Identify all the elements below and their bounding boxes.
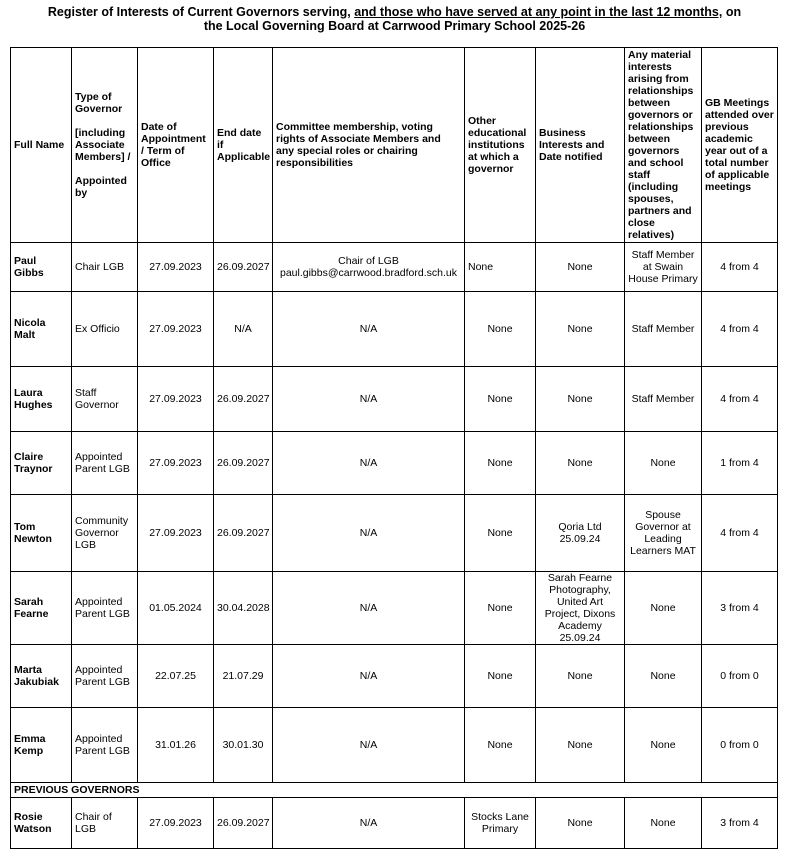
table-row <box>11 645 778 708</box>
governor-name: Laura Hughes <box>11 367 72 432</box>
material-interests: None <box>625 708 702 783</box>
table-row <box>11 432 778 495</box>
business-interests: None <box>536 645 625 708</box>
meetings-attended: 3 from 4 <box>702 798 778 849</box>
header-type-l2: [including Associate Members] / <box>75 127 131 163</box>
other-institutions: None <box>465 495 536 572</box>
material-interests: None <box>625 572 702 645</box>
page-title <box>8 5 781 33</box>
table-row <box>11 292 778 367</box>
header-business: Business Interests and Date notified <box>536 48 625 243</box>
section-heading-row <box>11 783 778 798</box>
table-row <box>11 708 778 783</box>
business-interests: None <box>536 798 625 849</box>
material-interests: Spouse Governor at Leading Learners MAT <box>625 495 702 572</box>
material-interests: Staff Member <box>625 367 702 432</box>
other-institutions: None <box>465 367 536 432</box>
end-date: 30.04.2028 <box>214 572 273 645</box>
governor-type: Appointed Parent LGB <box>72 645 138 708</box>
header-material: Any material interests arising from relationships between governors or relationships between governors and school staff (including spouses, partners and close relatives) <box>625 48 702 243</box>
committee-cell <box>273 243 465 292</box>
end-date: N/A <box>214 292 273 367</box>
governor-type: Ex Officio <box>72 292 138 367</box>
governor-name: Rosie Watson <box>11 798 72 849</box>
meetings-attended: 4 from 4 <box>702 292 778 367</box>
material-interests: Staff Member <box>625 292 702 367</box>
other-institutions: Stocks Lane Primary <box>465 798 536 849</box>
end-date: 26.09.2027 <box>214 243 273 292</box>
title-underlined: and those who have served at any point in the last 12 months, <box>354 5 723 19</box>
governor-name: Emma Kemp <box>11 708 72 783</box>
governor-name: Nicola Malt <box>11 292 72 367</box>
end-date: 21.07.29 <box>214 645 273 708</box>
committee-email: paul.gibbs@carrwood.bradford.sch.uk <box>279 267 457 279</box>
other-institutions: None <box>465 432 536 495</box>
other-institutions: None <box>465 572 536 645</box>
meetings-attended: 4 from 4 <box>702 495 778 572</box>
header-meetings: GB Meetings attended over previous academic year out of a total number of applicable meetings <box>702 48 778 243</box>
committee-cell: N/A <box>273 495 465 572</box>
material-interests: None <box>625 645 702 708</box>
header-committee-l1: Committee membership, voting rights of Associate Members and <box>276 121 441 145</box>
committee-cell: N/A <box>273 798 465 849</box>
appointment-date: 27.09.2023 <box>138 432 214 495</box>
committee-cell: N/A <box>273 367 465 432</box>
meetings-attended: 1 from 4 <box>702 432 778 495</box>
committee-cell: N/A <box>273 432 465 495</box>
committee-cell: N/A <box>273 645 465 708</box>
meetings-attended: 4 from 4 <box>702 243 778 292</box>
business-interests: None <box>536 367 625 432</box>
appointment-date: 22.07.25 <box>138 645 214 708</box>
appointment-date: 01.05.2024 <box>138 572 214 645</box>
title-line2: the Local Governing Board at Carrwood Primary School 2025-26 <box>203 19 586 33</box>
title-part2: on <box>722 5 742 19</box>
meetings-attended: 0 from 0 <box>702 645 778 708</box>
business-interests: Qoria Ltd 25.09.24 <box>536 495 625 572</box>
committee-cell: N/A <box>273 292 465 367</box>
governor-name: Sarah Fearne <box>11 572 72 645</box>
header-row <box>11 48 778 243</box>
governor-type: Staff Governor <box>72 367 138 432</box>
meetings-attended: 3 from 4 <box>702 572 778 645</box>
header-type <box>72 48 138 243</box>
header-end-date: End date if Applicable <box>214 48 273 243</box>
material-interests: None <box>625 432 702 495</box>
end-date: 26.09.2027 <box>214 432 273 495</box>
header-committee <box>273 48 465 243</box>
end-date: 26.09.2027 <box>214 495 273 572</box>
business-interests: None <box>536 243 625 292</box>
previous-governors-heading: PREVIOUS GOVERNORS <box>11 783 778 798</box>
appointment-date: 27.09.2023 <box>138 367 214 432</box>
header-other-institutions: Other educational institutions at which a governor <box>465 48 536 243</box>
table-row <box>11 367 778 432</box>
other-institutions: None <box>465 243 536 292</box>
end-date: 26.09.2027 <box>214 798 273 849</box>
committee-cell: N/A <box>273 708 465 783</box>
business-interests: None <box>536 708 625 783</box>
meetings-attended: 4 from 4 <box>702 367 778 432</box>
business-interests: None <box>536 292 625 367</box>
governor-name: Claire Traynor <box>11 432 72 495</box>
table-row <box>11 243 778 292</box>
table-row <box>11 495 778 572</box>
table-row <box>11 798 778 849</box>
header-type-l3: Appointed by <box>75 175 127 199</box>
table-row <box>11 572 778 645</box>
end-date: 30.01.30 <box>214 708 273 783</box>
governor-name: Tom Newton <box>11 495 72 572</box>
governor-type: Chair LGB <box>72 243 138 292</box>
committee-cell: N/A <box>273 572 465 645</box>
header-full-name: Full Name <box>11 48 72 243</box>
governor-type: Appointed Parent LGB <box>72 708 138 783</box>
header-type-l1: Type of Governor <box>75 91 123 115</box>
other-institutions: None <box>465 708 536 783</box>
header-appointment: Date of Appointment / Term of Office <box>138 48 214 243</box>
register-table <box>10 47 778 849</box>
governor-type: Community Governor LGB <box>72 495 138 572</box>
other-institutions: None <box>465 292 536 367</box>
appointment-date: 27.09.2023 <box>138 243 214 292</box>
governor-name: Marta Jakubiak <box>11 645 72 708</box>
meetings-attended: 0 from 0 <box>702 708 778 783</box>
appointment-date: 27.09.2023 <box>138 292 214 367</box>
governor-type: Appointed Parent LGB <box>72 432 138 495</box>
current-governors <box>11 243 778 849</box>
appointment-date: 27.09.2023 <box>138 798 214 849</box>
material-interests: None <box>625 798 702 849</box>
other-institutions: None <box>465 645 536 708</box>
appointment-date: 27.09.2023 <box>138 495 214 572</box>
end-date: 26.09.2027 <box>214 367 273 432</box>
header-committee-l2: any special roles or chairing responsibilities <box>276 145 418 169</box>
appointment-date: 31.01.26 <box>138 708 214 783</box>
governor-type: Chair of LGB <box>72 798 138 849</box>
material-interests: Staff Member at Swain House Primary <box>625 243 702 292</box>
business-interests: Sarah Fearne Photography, United Art Project, Dixons Academy 25.09.24 <box>536 572 625 645</box>
title-part1: Register of Interests of Current Governors serving, <box>47 5 355 19</box>
committee-role: Chair of LGB <box>338 255 399 267</box>
governor-type: Appointed Parent LGB <box>72 572 138 645</box>
business-interests: None <box>536 432 625 495</box>
governor-name: Paul Gibbs <box>11 243 72 292</box>
